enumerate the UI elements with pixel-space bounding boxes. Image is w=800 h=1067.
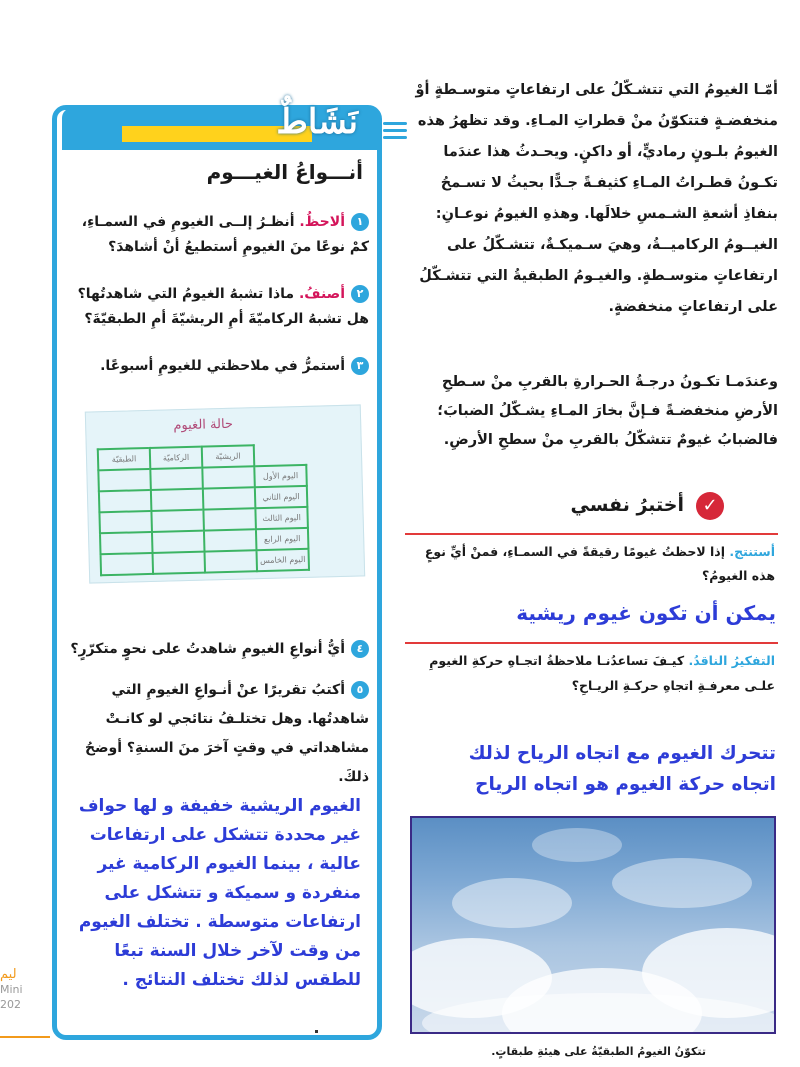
handwritten-answer[interactable]: الغيوم الريشية خفيفة و لها حواف غير محددة تتشكل على ارتفاعات عالية ، بينما الغيوم الركامية غير منفردة و سميكة و تتشكل على ارتفاعات متوسطة . تختلف الغيوم من وقت لآخر خلال السنة تبعًا للطقس لذلك تختلف النتائج . <box>78 796 361 990</box>
body-paragraph-1: أمّـا الغيومُ التي تتشـكّلُ على ارتفاعاتٍ متوسـطةٍ أوْ منخفضـةٍ فتتكوّنُ منْ قطراتِ المـاءِ. وقد تظهرُ هذه الغيومُ بلـونٍ رماديٍّ، أو داكنٍ. ويحـدثُ هذا عندَما تكـونُ قطـراتُ المـاءِ كثيفـةً جـدًّا بحيثُ لا تسـمحُ بنفاذِ أشعةِ الشـمسِ خلالَها. وهذهِ الغيومُ نوعـانِ: الغيــومُ الركاميــةُ، وهيَ سـميكـةٌ، تتشـكّلُ على ارتفاعاتٍ متوسـطةٍ. والغيـومُ الطبقيةُ التي تتشـكّلُ على ارتفاعاتٍ منخفضةٍ. <box>415 82 778 315</box>
self-test-header <box>400 492 730 522</box>
self-test-title: أختبرُ نفسي <box>570 494 684 516</box>
step-number: ٢ <box>351 285 369 303</box>
step-text: ماذا تشبهُ الغيومُ التي شاهدتُها؟ هل تشبهُ الركاميّةَ أمِ الريشيّةَ أمِ الطبقيّةَ؟ <box>77 286 369 327</box>
step-number: ٥ <box>351 681 369 699</box>
step-4 <box>65 637 369 662</box>
question-text: كيـفَ تساعدُنـا ملاحظةُ اتجـاهِ حركةِ الغيومِ علـى معرفـةِ اتجاهِ حركـةِ الريـاحِ؟ <box>429 653 775 693</box>
table-cell[interactable] <box>99 511 152 533</box>
divider-line <box>405 533 778 535</box>
answer-line: اتجاه حركة الغيوم هو اتجاه الرياح <box>475 774 776 795</box>
table-corner <box>254 444 307 466</box>
table-row-label: اليوم الرابع <box>256 528 309 550</box>
step-text: أنظـرُ إلــى الغيومِ في السمـاءِ، كمْ نوعًا منَ الغيومِ أستطيعُ أنْ أشاهدَ؟ <box>81 214 369 255</box>
step-keyword: ألاحظُ. <box>299 214 345 230</box>
dot-mark <box>315 1030 318 1033</box>
cloud-observation-card <box>85 404 365 583</box>
table-cell[interactable] <box>101 553 154 575</box>
step-3 <box>65 354 369 379</box>
divider-line <box>405 642 778 644</box>
activity-header <box>62 102 378 150</box>
body-paragraph-2: وعندَمـا تكـونُ درجـةُ الحـرارةِ بالقربِ منْ سـطحِ الأرضِ منخفضـةً فـإنَّ بخارَ المـاءِ يشـكّلُ الضبابَ؛ فالضبابُ غيومٌ تتشكّلُ بالقربِ منْ سطحِ الأرضِ. <box>437 374 778 448</box>
table-cell[interactable] <box>151 510 204 532</box>
table-cell[interactable] <box>204 529 257 551</box>
step-number: ٤ <box>351 640 369 658</box>
side-mark-line: 202 <box>0 998 21 1011</box>
cloud-shape <box>532 828 622 862</box>
step-number: ١ <box>351 213 369 231</box>
topic-title: أنـــواعُ الغيـــوم <box>206 160 363 184</box>
table-row-label: اليوم الثالث <box>255 507 308 529</box>
cloud-shape <box>452 878 572 928</box>
table-cell[interactable] <box>151 489 204 511</box>
table-row <box>101 549 309 575</box>
side-orange-rule <box>0 1036 50 1038</box>
table-cell[interactable] <box>204 550 257 572</box>
question-text: إذا لاحظتُ غيومًا رقيقةً في السمـاءِ، فمنْ أيِّ نوعٍ هذه الغيومُ؟ <box>424 544 775 583</box>
cloud-shape <box>612 858 752 908</box>
answer-line: تتحرك الغيوم مع اتجاه الرياح لذلك <box>468 743 776 764</box>
header-lines-decoration <box>383 118 407 143</box>
step-number: ٣ <box>351 357 369 375</box>
table-cell[interactable] <box>202 466 255 488</box>
table-cell[interactable] <box>99 490 152 512</box>
step-5 <box>65 676 369 792</box>
table-column-header: الريشيّة <box>202 445 255 467</box>
step-text: أيُّ أنواعِ الغيومِ شاهدتُ على نحوٍ متكرّرٍ؟ <box>70 641 345 657</box>
table-cell[interactable] <box>152 531 205 553</box>
stratus-clouds-photo <box>410 816 776 1034</box>
activity-box <box>52 102 382 1040</box>
activity-title: نَشَاطٌ <box>276 102 358 142</box>
table-cell[interactable] <box>100 532 153 554</box>
table-column-header: الركاميّة <box>150 447 203 469</box>
table-cell[interactable] <box>203 487 256 509</box>
table-column-header: الطبقيّة <box>98 448 151 470</box>
cloud-observation-table <box>97 443 310 576</box>
table-row-label: اليوم الخامس <box>256 549 309 571</box>
side-mark-line: ليم <box>0 967 17 982</box>
step-text: أكتبُ تقريرًا عنْ أنـواعِ الغيومِ التي شاهدتُها. وهل تختلـفُ نتائجي لو كانـتْ مشاهداتي في وقتٍ آخرَ منَ السنةِ؟ أوضحُ ذلكَ. <box>84 682 369 785</box>
step-1 <box>65 210 369 260</box>
table-cell[interactable] <box>150 468 203 490</box>
table-cell[interactable] <box>98 469 151 491</box>
side-page-mark <box>0 967 50 1012</box>
question-label: أستنتج. <box>729 544 775 559</box>
question-2 <box>410 648 775 698</box>
side-mark-line: Mini <box>0 983 23 996</box>
table-cell[interactable] <box>153 552 206 574</box>
table-title: حالة الغيوم <box>173 416 234 434</box>
table-row-label: اليوم الثاني <box>255 486 308 508</box>
question-label: التفكيرُ الناقدُ. <box>688 653 775 668</box>
photo-caption: تتكوّنُ الغيومُ الطبقيّةُ على هيئةِ طبقاتٍ. <box>491 1045 706 1058</box>
check-icon: ✓ <box>696 492 724 520</box>
step-text: أستمرُّ في ملاحظتي للغيومِ أسبوعًا. <box>100 358 345 374</box>
step-keyword: أصنفُ. <box>298 286 345 302</box>
table-row-label: اليوم الأول <box>254 465 307 487</box>
question-1 <box>410 540 775 588</box>
handwritten-answer-1[interactable]: يمكن أن تكون غيوم ريشية <box>516 601 776 625</box>
handwritten-answer-2[interactable] <box>408 738 776 800</box>
step-2 <box>65 282 369 332</box>
table-cell[interactable] <box>203 508 256 530</box>
